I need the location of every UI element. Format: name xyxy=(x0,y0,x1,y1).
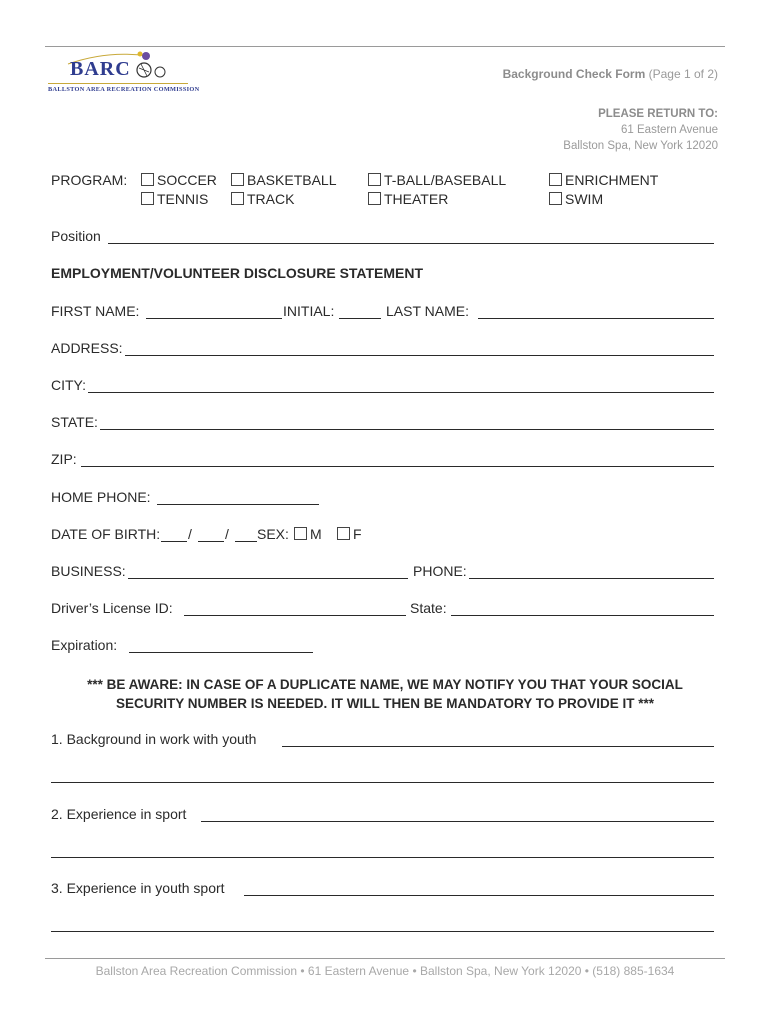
zip-label: ZIP: xyxy=(51,451,77,467)
question-3-field[interactable] xyxy=(244,895,714,896)
return-address-line-1: 61 Eastern Avenue xyxy=(621,124,718,136)
checkbox-icon[interactable] xyxy=(549,192,562,205)
question-1-field-line-2[interactable] xyxy=(51,782,714,783)
checkbox-theater[interactable] xyxy=(368,191,448,207)
first-name-label: FIRST NAME: xyxy=(51,303,140,319)
address-label: ADDRESS: xyxy=(51,340,123,356)
city-field[interactable] xyxy=(88,392,714,393)
license-field[interactable] xyxy=(184,615,406,616)
option-label: THEATER xyxy=(384,191,449,207)
footer-text: Ballston Area Recreation Commission • 61 Eastern Avenue • Ballston Spa, New York 12020 • (518) 885-1634 xyxy=(95,964,675,978)
option-label: TRACK xyxy=(247,191,295,207)
dob-separator: / xyxy=(188,526,192,542)
checkbox-soccer[interactable] xyxy=(141,172,217,188)
option-label: SOCCER xyxy=(157,172,217,188)
sex-label: SEX: xyxy=(257,526,289,542)
top-rule xyxy=(45,46,725,47)
expiration-label: Expiration: xyxy=(51,637,118,653)
return-address-line-2: Ballston Spa, New York 12020 xyxy=(563,140,718,152)
checkbox-icon[interactable] xyxy=(141,192,154,205)
option-label: SWIM xyxy=(565,191,604,207)
dob-label: DATE OF BIRTH: xyxy=(51,526,161,542)
return-label: PLEASE RETURN TO: xyxy=(598,108,718,120)
checkbox-sex-f[interactable] xyxy=(337,526,362,542)
position-field[interactable] xyxy=(108,243,714,244)
checkbox-icon[interactable] xyxy=(337,527,350,540)
business-label: BUSINESS: xyxy=(51,563,126,579)
checkbox-tball-baseball[interactable] xyxy=(368,172,506,188)
address-field[interactable] xyxy=(125,355,714,356)
home-phone-field[interactable] xyxy=(157,504,319,505)
last-name-field[interactable] xyxy=(478,318,714,319)
position-label: Position xyxy=(51,228,101,244)
form-title xyxy=(503,67,718,81)
question-3-label: 3. Experience in youth sport xyxy=(51,880,225,896)
section-title: EMPLOYMENT/VOLUNTEER DISCLOSURE STATEMENT xyxy=(51,265,424,281)
logo-subtitle: BALLSTON AREA RECREATION COMMISSION xyxy=(48,86,200,93)
return-address xyxy=(563,106,718,154)
checkbox-icon[interactable] xyxy=(231,173,244,186)
option-label: M xyxy=(310,526,322,542)
first-name-field[interactable] xyxy=(146,318,282,319)
checkbox-icon[interactable] xyxy=(549,173,562,186)
page-info: (Page 1 of 2) xyxy=(648,67,718,81)
program-label: PROGRAM: xyxy=(51,172,128,188)
state-field[interactable] xyxy=(100,429,714,430)
checkbox-swim[interactable] xyxy=(549,191,603,207)
checkbox-track[interactable] xyxy=(231,191,294,207)
license-label: Driver’s License ID: xyxy=(51,600,173,616)
option-label: ENRICHMENT xyxy=(565,172,659,188)
checkbox-basketball[interactable] xyxy=(231,172,337,188)
question-1-label: 1. Background in work with youth xyxy=(51,731,257,747)
ssn-notice-line-2: SECURITY NUMBER IS NEEDED. IT WILL THEN BE MANDATORY TO PROVIDE IT *** xyxy=(115,696,655,711)
business-field[interactable] xyxy=(128,578,408,579)
ssn-notice-line-1: *** BE AWARE: IN CASE OF A DUPLICATE NAME, WE MAY NOTIFY YOU THAT YOUR SOCIAL xyxy=(87,677,683,692)
dob-year-field[interactable] xyxy=(235,541,257,542)
license-state-label: State: xyxy=(410,600,447,616)
question-2-field[interactable] xyxy=(201,821,714,822)
expiration-field[interactable] xyxy=(129,652,313,653)
initial-label: INITIAL: xyxy=(283,303,335,319)
zip-field[interactable] xyxy=(81,466,714,467)
checkbox-tennis[interactable] xyxy=(141,191,208,207)
checkbox-icon[interactable] xyxy=(231,192,244,205)
home-phone-label: HOME PHONE: xyxy=(51,489,151,505)
checkbox-icon[interactable] xyxy=(368,192,381,205)
city-label: CITY: xyxy=(51,377,87,393)
checkbox-icon[interactable] xyxy=(368,173,381,186)
checkbox-enrichment[interactable] xyxy=(549,172,658,188)
option-label: BASKETBALL xyxy=(247,172,337,188)
barc-logo xyxy=(48,50,198,96)
question-2-field-line-2[interactable] xyxy=(51,857,714,858)
form-title-text: Background Check Form xyxy=(502,67,646,81)
dob-separator: / xyxy=(225,526,229,542)
logo-text: BARC xyxy=(70,58,131,80)
checkbox-icon[interactable] xyxy=(141,173,154,186)
question-2-label: 2. Experience in sport xyxy=(51,806,187,822)
phone-field[interactable] xyxy=(469,578,714,579)
dob-day-field[interactable] xyxy=(198,541,224,542)
checkbox-icon[interactable] xyxy=(294,527,307,540)
option-label: F xyxy=(353,526,362,542)
option-label: T-BALL/BASEBALL xyxy=(384,172,507,188)
question-3-field-line-2[interactable] xyxy=(51,931,714,932)
question-1-field[interactable] xyxy=(282,746,714,747)
option-label: TENNIS xyxy=(157,191,209,207)
dob-month-field[interactable] xyxy=(161,541,187,542)
ssn-notice xyxy=(45,675,725,713)
logo-underline xyxy=(48,83,188,84)
initial-field[interactable] xyxy=(339,318,381,319)
phone-label: PHONE: xyxy=(413,563,467,579)
last-name-label: LAST NAME: xyxy=(386,303,469,319)
bottom-rule xyxy=(45,958,725,959)
checkbox-sex-m[interactable] xyxy=(294,526,322,542)
state-label: STATE: xyxy=(51,414,98,430)
license-state-field[interactable] xyxy=(451,615,714,616)
